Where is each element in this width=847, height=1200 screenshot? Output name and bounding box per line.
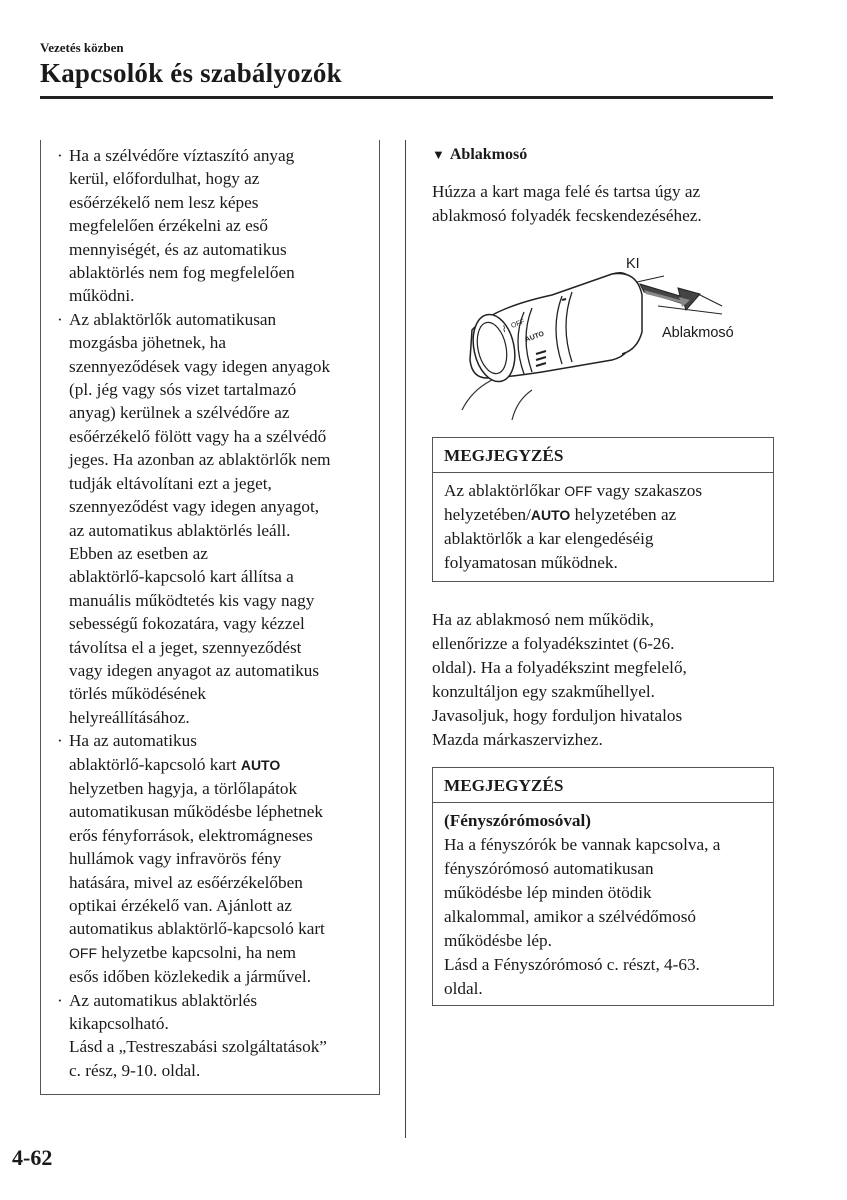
washer-paragraph: Ha az ablakmosó nem működik, ellenőrizze a folyadékszintet (6-26. oldal). Ha a folyadékszint megfelelő, konzultáljon egy szakműhellyel. Javasoljuk, hogy forduljon hivatalos Mazda márkaszervizhez. bbox=[432, 610, 687, 749]
note-subheading: (Fényszórómosóval) bbox=[444, 811, 592, 830]
text-segment: vagy szakaszos helyzetében/ bbox=[444, 481, 703, 524]
caution-bullet-list bbox=[57, 144, 369, 1082]
title-rule bbox=[40, 96, 773, 99]
caution-bullet-text: Az ablaktörlők automatikusan mozgásba jöhetnek, ha szennyeződések vagy idegen anyagok (pl. jég vagy sós vizet tartalmazó anyag) kerülnek a szélvédőre az esőérzékelő fölött vagy ha a szélvédő jeges. Ha azonban az ablaktörlők nem tudják eltávolítani ezt a jeget, szennyeződést vagy idegen anyagot, az automatikus ablaktörlés leáll. Ebben az esetben az ablaktörlő-kapcsoló kart állítsa a manuális működtetés kis vagy nagy sebességű fokozatára, vagy kézzel távolítsa el a jeget, szennyeződést vagy idegen anyagot az automatikus törlés működésének helyreállításához. bbox=[69, 309, 331, 727]
auto-mark: AUTO bbox=[530, 507, 571, 523]
caution-bullet bbox=[57, 308, 369, 729]
section-label: Vezetés közben bbox=[40, 40, 124, 55]
caution-bullet bbox=[57, 729, 369, 988]
caution-bullet bbox=[57, 989, 369, 1083]
wiper-stalk-figure bbox=[432, 250, 772, 425]
text-segment: Az ablaktörlőkar bbox=[444, 481, 565, 500]
figure-label-washer: Ablakmosó bbox=[662, 325, 734, 341]
text-segment: Ha az automatikus ablaktörlő-kapcsoló kart bbox=[69, 731, 237, 774]
figure-label-ki: KI bbox=[626, 256, 640, 272]
note-body bbox=[433, 803, 773, 1007]
note-box-2 bbox=[432, 767, 774, 1006]
washer-heading-text: Ablakmosó bbox=[449, 146, 528, 163]
off-mark: OFF bbox=[69, 944, 97, 961]
caution-bullet-text bbox=[69, 731, 325, 986]
stalk-mark-auto: AUTO bbox=[524, 330, 546, 344]
off-mark: OFF bbox=[564, 483, 593, 499]
bullet-dot: · bbox=[57, 146, 63, 165]
triangle-down-icon: ▼ bbox=[432, 147, 445, 162]
note-heading: MEGJEGYZÉS bbox=[433, 768, 773, 803]
caution-box bbox=[40, 140, 380, 1095]
note-heading: MEGJEGYZÉS bbox=[433, 438, 773, 473]
text-segment: helyzetbe kapcsolni, ha nem esős időben közlekedik a járművel. bbox=[69, 942, 311, 987]
page-title: Kapcsolók és szabályozók bbox=[40, 58, 342, 88]
washer-intro: Húzza a kart maga felé és tartsa úgy az ablakmosó folyadék fecskendezéséhez. bbox=[432, 182, 702, 225]
svg-text:⌇: ⌇ bbox=[502, 324, 507, 334]
auto-mark: AUTO bbox=[240, 756, 281, 773]
bullet-dot: · bbox=[57, 731, 63, 751]
column-divider bbox=[405, 140, 406, 1138]
caution-bullet bbox=[57, 144, 369, 308]
bullet-dot: · bbox=[57, 309, 63, 329]
note-box-1 bbox=[432, 437, 774, 582]
stalk-mark-off: OFF bbox=[510, 318, 526, 330]
page-number: 4-62 bbox=[12, 1145, 53, 1170]
note-text: Ha a fényszórók be vannak kapcsolva, a fényszórómosó automatikusan működésbe lép minden ötödik alkalommal, amikor a szélvédőmosó működésbe lép. Lásd a Fényszórómosó c. részt, 4-63. oldal. bbox=[444, 835, 721, 998]
caution-bullet-text: Ha a szélvédőre víztaszító anyag kerül, előfordulhat, hogy az esőérzékelő nem lesz képes megfelelően érzékelni az eső mennyiségét, és az automatikus ablaktörlés nem fog megfelelően működni. bbox=[69, 146, 295, 306]
note-body bbox=[433, 473, 773, 581]
caution-bullet-text: Az automatikus ablaktörlés kikapcsolható. Lásd a „Testreszabási szolgáltatások” c. rész, 9-10. oldal. bbox=[69, 990, 327, 1080]
text-segment: helyzetben hagyja, a törlőlapátok automatikusan működésbe léphetnek erős fényforrások, elektromágneses hullámok vagy infravörös fény hatására, mivel az esőérzékelőben optikai érzékelő van. Ajánlott az automatikus ablaktörlő-kapcsoló kart bbox=[69, 778, 325, 939]
bullet-dot: · bbox=[57, 990, 63, 1010]
washer-heading bbox=[432, 146, 527, 164]
text-segment: helyzetében az ablaktörlők a kar elengedéséig folyamatosan működnek. bbox=[444, 505, 677, 572]
